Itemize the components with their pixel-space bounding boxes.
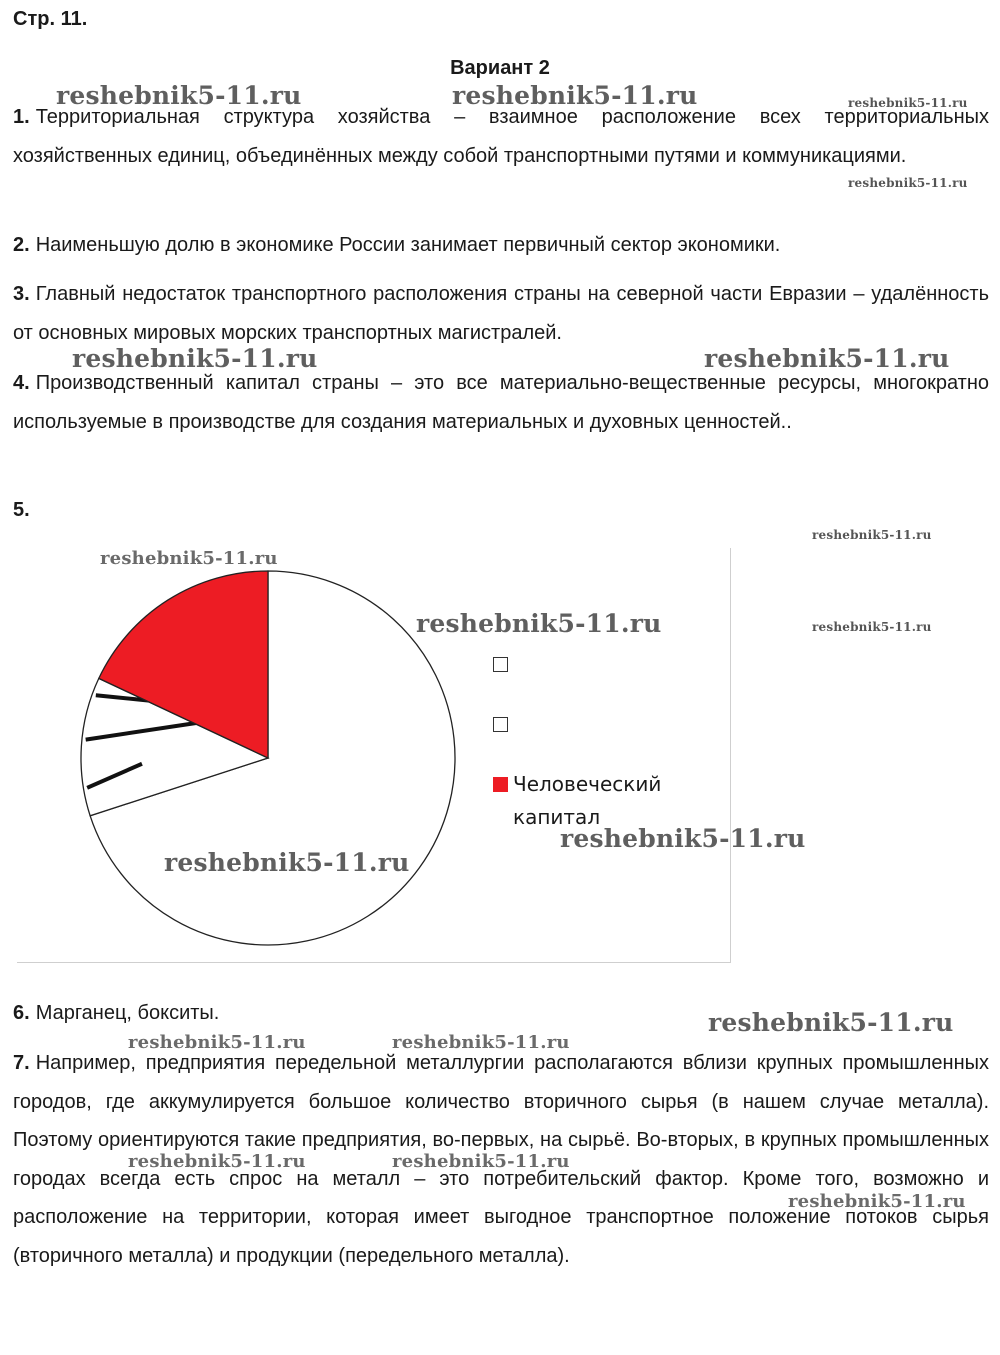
watermark: reshebnik5-11.ru <box>848 96 968 110</box>
watermark: reshebnik5-11.ru <box>72 344 318 373</box>
answer-1-number: 1. <box>13 106 30 128</box>
watermark: reshebnik5-11.ru <box>392 1151 570 1172</box>
legend-swatch-3 <box>493 777 508 792</box>
answer-6-number: 6. <box>13 1002 30 1024</box>
watermark: reshebnik5-11.ru <box>128 1032 306 1053</box>
watermark: reshebnik5-11.ru <box>128 1151 306 1172</box>
variant-title: Вариант 2 <box>450 57 550 79</box>
answer-4 <box>13 364 989 442</box>
answer-3-text: Главный недостаток транспортного расположения страны на северной части Евразии – удалённость от основных мировых морских транспортных магистралей. <box>13 283 989 344</box>
watermark: reshebnik5-11.ru <box>788 1191 966 1212</box>
answer-4-number: 4. <box>13 372 30 394</box>
watermark: reshebnik5-11.ru <box>392 1032 570 1053</box>
legend-label-3: Человеческий капитал <box>513 772 662 829</box>
watermark: reshebnik5-11.ru <box>452 81 698 110</box>
watermark: reshebnik5-11.ru <box>560 824 806 853</box>
answer-3 <box>13 275 989 353</box>
watermark: reshebnik5-11.ru <box>704 344 950 373</box>
answer-2 <box>13 226 989 265</box>
watermark: reshebnik5-11.ru <box>848 176 968 190</box>
watermark: reshebnik5-11.ru <box>100 548 278 569</box>
answer-4-text: Производственный капитал страны – это все материально-вещественные ресурсы, многократно используемые в производстве для создания материальных и духовных ценностей.. <box>13 372 989 433</box>
watermark: reshebnik5-11.ru <box>812 528 932 542</box>
watermark: reshebnik5-11.ru <box>56 81 302 110</box>
answer-2-text: Наименьшую долю в экономике России занимает первичный сектор экономики. <box>35 234 781 256</box>
answer-1-text: Территориальная структура хозяйства – взаимное расположение всех территориальных хозяйственных единиц, объединённых между собой транспортными путями и коммуникациями. <box>13 106 989 167</box>
watermark: reshebnik5-11.ru <box>164 848 410 877</box>
answer-7-number: 7. <box>13 1052 30 1074</box>
answer-3-number: 3. <box>13 283 30 305</box>
watermark: reshebnik5-11.ru <box>708 1008 954 1037</box>
answer-5-number: 5. <box>13 499 30 521</box>
answer-6-text: Марганец, бокситы. <box>35 1002 220 1024</box>
answer-5 <box>13 491 989 530</box>
legend-swatch-2 <box>493 717 508 732</box>
watermark: reshebnik5-11.ru <box>812 620 932 634</box>
answer-2-number: 2. <box>13 234 30 256</box>
page-number: Стр. 11. <box>13 8 88 30</box>
answer-7-text: Например, предприятия передельной металлургии располагаются вблизи крупных промышленных городов, где аккумулируется большое количество вторичного сырья (в нашем случае металла). Поэтому ориентируются такие предприятия, во-первых, на сырьё. Во-вторых, в крупных промышленных городах всегда есть спрос на металл – это потребительский фактор. Кроме того, возможно и расположение на территории, которая имеет выгодное транспортное положение потоков сырья (вторичного металла) и продукции (передельного металла). <box>13 1052 989 1267</box>
watermark: reshebnik5-11.ru <box>416 609 662 638</box>
legend-swatch-1 <box>493 657 508 672</box>
